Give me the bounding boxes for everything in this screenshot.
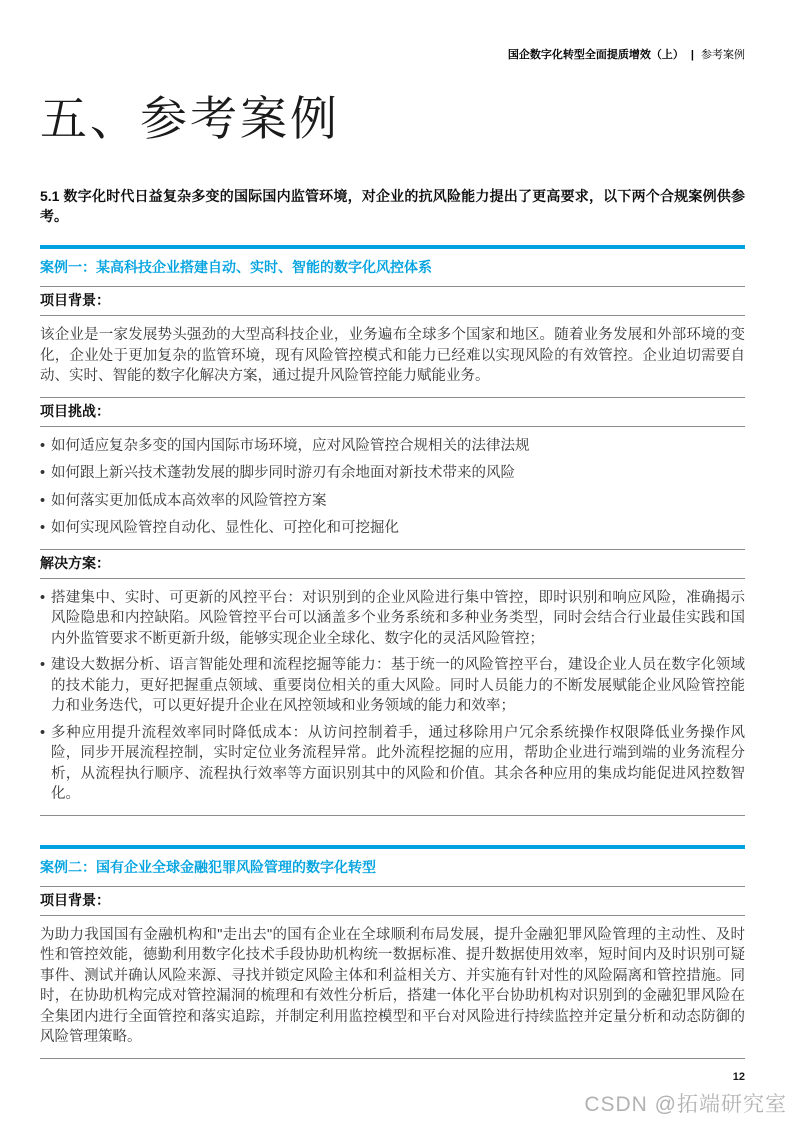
case-1-background-paragraph: 该企业是一家发展势头强劲的大型高科技企业，业务遍布全球多个国家和地区。随着业务发展和外部环境的变化，企业处于更加复杂的监管环境，现有风险管控模式和能力已经难以实现风险的有效管控。企业迫切需要自动、实时、智能的数字化解决方案，通过提升风险管控能力赋能业务。 [40, 327, 745, 385]
page-title: 五、参考案例 [40, 92, 340, 145]
list-item: • 多种应用提升流程效率同时降低成本：从访问控制着手，通过移除用户冗余系统操作权限降低业务操作风险，同步开展流程控制，实时定位业务流程异常。此外流程挖掘的应用，帮助企业进行端到端的业务流程分析，从流程执行顺序、流程执行效率等方面识别其中的风险和价值。其余各种应用的集成均能促进风控数智化。 [40, 723, 745, 805]
case-1-challenges-body [40, 426, 745, 549]
list-item: • 如何落实更加低成本高效率的风险管控方案 [40, 491, 745, 512]
case-2-heading-background: 项目背景： [40, 886, 745, 915]
list-item: • 建设大数据分析、语言智能处理和流程挖掘等能力：基于统一的风险管控平台，建设企业人员在数字化领域的技术能力，更好把握重点领域、重要岗位相关的重大风险。同时人员能力的不断发展赋能企业风险管控能力和业务迭代，可以更好提升企业在风控领域和业务领域的能力和效率； [40, 655, 745, 717]
case-1-solution-list [40, 588, 745, 805]
header-separator: | [690, 49, 694, 61]
case-1-heading-background: 项目背景： [40, 286, 745, 315]
list-item: • 如何实现风险管控自动化、显性化、可控化和可挖掘化 [40, 518, 745, 539]
case-2-background-body [40, 915, 745, 1058]
case-1-title: 案例一：某高科技企业搭建自动、实时、智能的数字化风控体系 [40, 259, 432, 276]
header-section-name: 参考案例 [701, 49, 745, 61]
page-number: 12 [732, 1071, 745, 1083]
case-1-block [40, 245, 745, 816]
case-2-block [40, 845, 745, 1059]
list-item: • 如何跟上新兴技术蓬勃发展的脚步同时游刃有余地面对新技术带来的风险 [40, 463, 745, 484]
header-doc-title: 国企数字化转型全面提质增效（上） [507, 49, 684, 61]
case-1-challenges-list [40, 436, 745, 539]
running-header [508, 46, 745, 62]
case-2-title: 案例二：国有企业全球金融犯罪风险管理的数字化转型 [40, 858, 376, 875]
case-1-heading-solution: 解决方案： [40, 549, 745, 578]
watermark: CSDN @拓端研究室 [584, 1093, 787, 1116]
list-item: • 搭建集中、实时、可更新的风控平台：对识别到的企业风险进行集中管控，即时识别和响应风险，准确揭示风险隐患和内控缺陷。风险管控平台可以涵盖多个业务系统和多种业务类型，同时会结合行业最佳实践和国内外监管要求不断更新升级，能够实现企业全球化、数字化的灵活风险管控； [40, 588, 745, 650]
case-2-background-paragraph: 为助力我国国有金融机构和"走出去"的国有企业在全球顺利布局发展，提升金融犯罪风险管理的主动性、及时性和管控效能，德勤利用数字化技术手段协助机构统一数据标准、提升数据使用效率，短时间内及时识别可疑事件、测试并确认风险来源、寻找并锁定风险主体和利益相关方、并实施有针对性的风险隔离和管控措施。同时，在协助机构完成对管控漏洞的梳理和有效性分析后，搭建一体化平台协助机构对识别到的金融犯罪风险在全集团内进行全面管控和落实追踪，并制定利用监控模型和平台对风险进行持续监控并定量分析和动态防御的风险管理策略。 [40, 926, 745, 1046]
case-1-heading-challenges: 项目挑战： [40, 397, 745, 426]
intro-paragraph: 5.1 数字化时代日益复杂多变的国际国内监管环境，对企业的抗风险能力提出了更高要求，以下两个合规案例供参考。 [40, 188, 745, 225]
list-item: • 如何适应复杂多变的国内国际市场环境，应对风险管控合规相关的法律法规 [40, 436, 745, 457]
case-1-solution-body [40, 578, 745, 815]
case-1-background-body [40, 315, 745, 397]
